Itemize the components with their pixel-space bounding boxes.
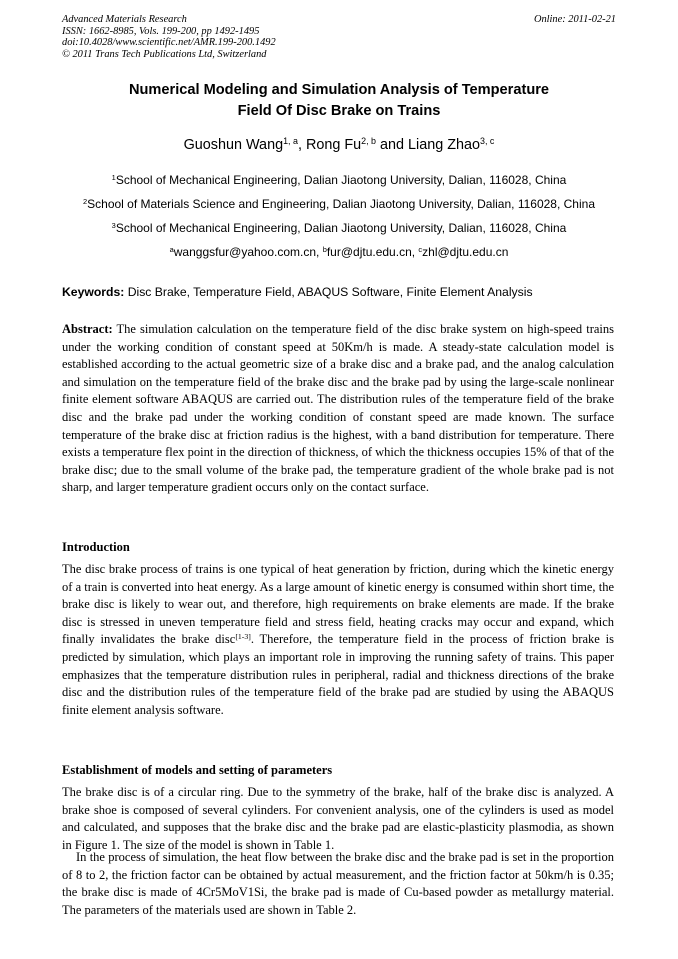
affiliation-1: [0, 173, 678, 188]
publication-info: [62, 14, 616, 60]
affiliation-3: [0, 221, 678, 236]
author-name: Rong Fu: [305, 137, 362, 153]
title-line-1: Numerical Modeling and Simulation Analysis of Temperature: [128, 82, 550, 98]
abstract-label: Abstract:: [62, 322, 113, 336]
author-emails: [0, 245, 678, 260]
running-header: [62, 14, 616, 60]
section-heading-introduction: Introduction: [62, 540, 130, 554]
email-separator: ,: [316, 245, 323, 259]
affiliation-text: School of Mechanical Engineering, Dalian Jiaotong University, Dalian, 116028, China: [115, 221, 567, 235]
paper-title: [0, 80, 678, 122]
citation-reference: [1-3]: [235, 632, 251, 642]
author-superscript: 1, a: [283, 136, 298, 147]
author-list: [0, 136, 678, 154]
title-line-2: Field Of Disc Brake on Trains: [237, 103, 441, 119]
email-mark: a: [169, 244, 174, 254]
author-name: Liang Zhao: [408, 137, 481, 153]
introduction-text-part-1: The disc brake process of trains is one typical of heat generation by friction, during which the kinetic energy of a train is converted into heat energy. As a large amount of kinetic energy is consumed within short time, the brake disc is likely to wear out, and therefore, high requirements on brake elements are made. If the brake disc is stressed in uneven temperature field and stress field, heating cracks may occur and expand, which finally invalidates the brake disc: [62, 562, 614, 647]
establishment-paragraph-2: In the process of simulation, the heat flow between the brake disc and the brake pad is set in the proportion of 8 to 2, the friction factor can be obtained by actual measurement, and the friction factor at 50km/h is 0.35; the brake disc is made of 4Cr5MoV1Si, the brake pad is made of Cu-based powder as metallurgy material. The parameters of the materials used are shown in Table 2.: [62, 850, 614, 917]
affiliation-number: 1: [111, 172, 116, 182]
introduction-paragraph: [62, 561, 614, 719]
abstract: [62, 321, 614, 497]
author-separator: and: [376, 137, 409, 153]
keywords-label: Keywords:: [62, 285, 125, 299]
introduction-text-part-2: . Therefore, the temperature field in the process of friction brake is predicted by simulation, which plays an important role in improving the running safety of trains. This paper emphasizes that the temperature distribution rules in peripheral, radial and thickness directions of the brake disc and the distribution rules of the temperature field of the brake pad are studied by using the ABAQUS finite element analysis software.: [62, 632, 614, 717]
copyright-line: © 2011 Trans Tech Publications Ltd, Switzerland: [62, 48, 267, 60]
affiliation-text: School of Mechanical Engineering, Dalian Jiaotong University, Dalian, 116028, China: [115, 173, 567, 187]
section-heading-establishment: Establishment of models and setting of parameters: [62, 763, 333, 777]
email-address: wanggsfur@yahoo.com.cn: [173, 245, 317, 259]
email-address: zhl@djtu.edu.cn: [422, 245, 509, 259]
email-mark: c: [418, 244, 423, 254]
author-name: Guoshun Wang: [183, 137, 284, 153]
affiliation-number: 3: [111, 220, 116, 230]
establishment-paragraph-1: The brake disc is of a circular ring. Due to the symmetry of the brake, half of the brake disc is analyzed. A brake shoe is composed of several cylinders. For convenient analysis, one of the cylinders is used as model and calculated, and supposes that the brake disc and the brake pad are elastic-plasticity plasmodia, as shown in Figure 1. The size of the model is shown in Table 1.: [62, 785, 614, 852]
email-separator: ,: [411, 245, 419, 259]
email-mark: b: [322, 244, 327, 254]
issn-line: ISSN: 1662-8985, Vols. 199-200, pp 1492-1495: [62, 25, 260, 37]
keywords: [62, 285, 616, 300]
author-separator: ,: [297, 137, 306, 153]
abstract-text: The simulation calculation on the temperature field of the disc brake system on high-speed trains under the working condition of constant speed at 50Km/h is made. A steady-state calculation model is established according to the actual geometric size of a brake disc and a brake pad, and the analog calculation and simulation on the temperature field of the brake disc and the brake pad by using the large-scale nonlinear finite element software ABAQUS are carried out. The distribution rules of the temperature field of the brake disc and the brake pad under the working condition of constant speed are made known. The surface temperature of the brake disc at friction radius is the highest, with a band distribution for temperature. There exists a temperature flex point in the direction of thickness, of which the thickness occupies 15% of that of the brake disc; due to the small volume of the brake pad, the temperature gradient of the whole brake pad is not sharp, and larger temperature gradient occurs only on the contact surface.: [62, 322, 614, 495]
author-superscript: 2, b: [361, 136, 376, 147]
affiliation-text: School of Materials Science and Engineering, Dalian Jiaotong University, Dalian, 116028, China: [87, 197, 595, 211]
online-date: Online: 2011-02-21: [533, 14, 616, 25]
affiliation-2: [0, 197, 678, 212]
author-superscript: 3, c: [480, 136, 495, 147]
email-address: fur@djtu.edu.cn: [326, 245, 412, 259]
keywords-text: Disc Brake, Temperature Field, ABAQUS Software, Finite Element Analysis: [127, 285, 533, 299]
journal-name: Advanced Materials Research: [62, 14, 187, 25]
doi-line: doi:10.4028/www.scientific.net/AMR.199-200.1492: [62, 37, 276, 49]
affiliation-number: 2: [83, 196, 88, 206]
